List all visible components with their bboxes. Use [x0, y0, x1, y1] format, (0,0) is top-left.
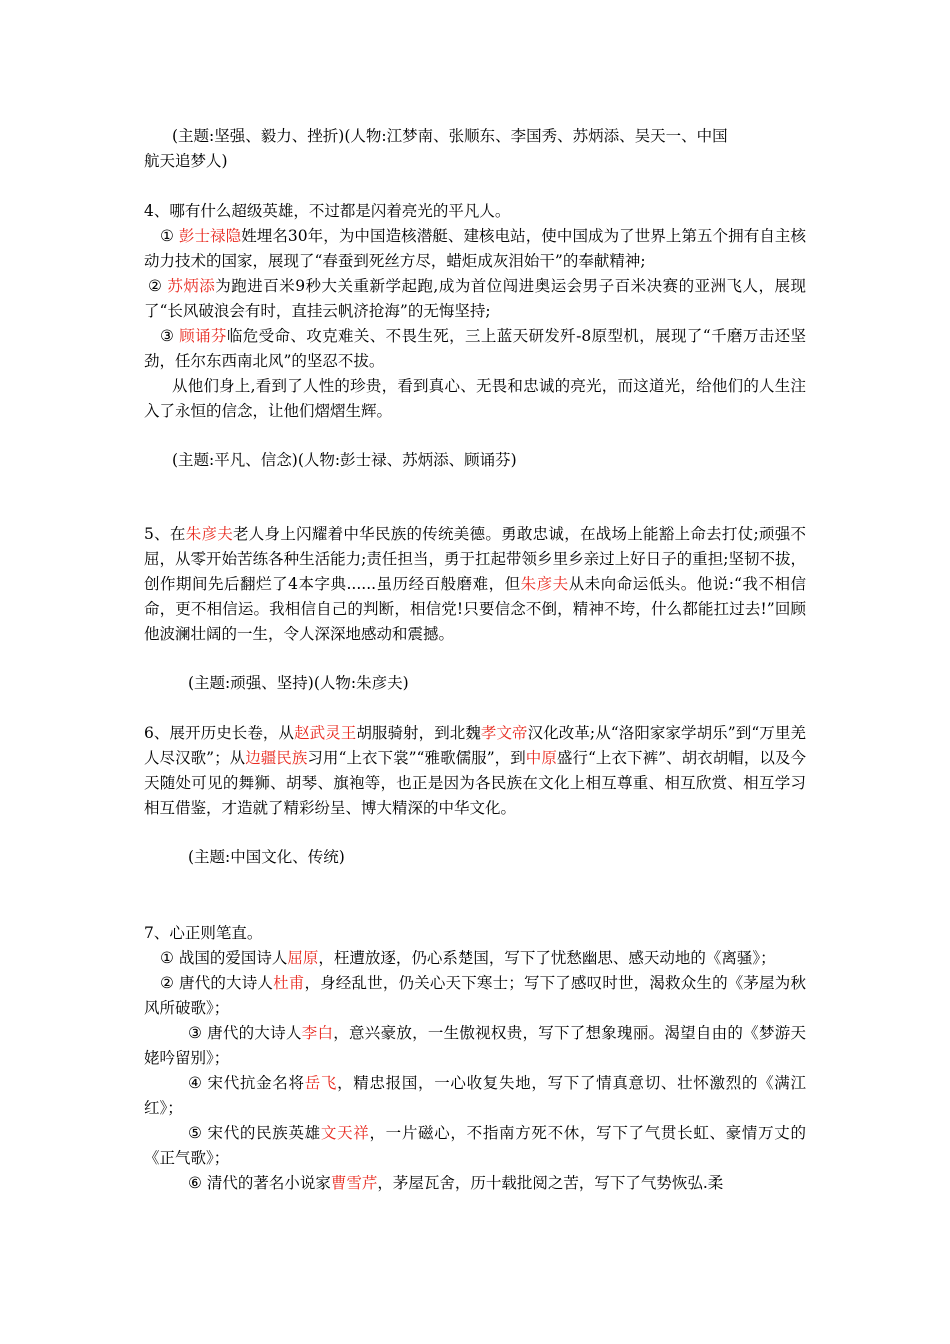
item-text: 为跑进百米9秒大关重新学起跑,成为首位闯进奥运会男子百米决赛的亚洲飞人，展现了“长风破浪会有时，直挂云帆济抢海”的无悔坚持; — [144, 277, 806, 320]
list-item — [144, 1171, 806, 1196]
person-name: 曹雪芹 — [330, 1174, 378, 1192]
item-number: ④ — [188, 1074, 202, 1092]
person-name: 彭士禄隐 — [178, 227, 242, 245]
item-number: ② — [148, 277, 162, 295]
text: 唐代的大诗人 — [207, 1024, 302, 1042]
list-item — [144, 324, 806, 374]
item-number: ⑤ — [188, 1124, 202, 1142]
text: ，身经乱世，仍关心天下寒士；写下了感叹时世，渴救众生的《茅屋为秋风所破歌》； — [144, 974, 806, 1017]
list-item — [144, 1121, 806, 1171]
text: 老人身上闪耀着中华民族的传统美德。勇敢忠诚，在战场上能豁上命去打仗;顽强不屈，从零开始苦练各种生活能力;责任担当，勇于扛起带领乡里乡亲过上好日子的重担;坚韧不拔，创作期间先后翻烂了4本字典......虽历经百般磨难，但 — [144, 525, 806, 593]
paragraph — [144, 522, 806, 647]
text: ，一片磁心，不指南方死不休，写下了气贯长虹、豪情万丈的《正气歌》； — [144, 1124, 806, 1167]
section6 — [144, 721, 806, 870]
list-item — [144, 1071, 806, 1121]
text: 胡服骑射，到北魏 — [356, 724, 481, 742]
text: 宋代的民族英雄 — [207, 1124, 321, 1142]
section7 — [144, 921, 806, 1196]
text: ，茅屋瓦舍，历十载批阅之苦，写下了气势恢弘.柔 — [377, 1174, 724, 1192]
item-number: ③ — [188, 1024, 202, 1042]
text: ，枉遭放逐，仍心系楚国，写下了忧愁幽思、感天动地的《离骚》； — [318, 949, 776, 967]
item-number: ⑥ — [188, 1174, 202, 1192]
text: 战国的爱国诗人 — [178, 949, 288, 967]
person-name: 李白 — [301, 1024, 334, 1042]
highlight: 赵武灵王 — [294, 724, 357, 742]
highlight: 中原 — [525, 749, 557, 767]
text: ，精忠报国，一心收复失地，写下了情真意切、壮怀激烈的《满江红》； — [144, 1074, 806, 1117]
section4 — [144, 199, 806, 473]
text: 盛行“上衣下裤”、胡衣胡帽，以及今天随处可见的舞狮、胡琴、旗袍等，也正是因为各民族在文化上相互尊重、相互欣赏、相互学习相互借鉴，才造就了精彩纷呈、博大精深的中华文化。 — [144, 749, 806, 817]
summary-line: (主题:坚强、毅力、挫折)(人物:江梦南、张顺东、李国秀、苏炳添、吴天一、中国 — [172, 127, 728, 145]
highlight: 孝文帝 — [480, 724, 528, 742]
text: 习用“上衣下裳”“雅歌儒服”，到 — [307, 749, 526, 767]
person-name: 屈原 — [287, 949, 319, 967]
text: 清代的著名小说家 — [206, 1174, 331, 1192]
item-text: 临危受命、攻克难关、不畏生死，三上蓝天研发歼-8原型机，展现了“千磨万击还坚劲，任尔东西南北风”的坚忍不拔。 — [144, 327, 806, 370]
item-number: ① — [160, 227, 174, 245]
person-name: 朱彦夫 — [185, 525, 234, 543]
list-item — [144, 274, 806, 324]
summary-line: 航天追梦人) — [144, 152, 228, 170]
text: 宋代抗金名将 — [207, 1074, 305, 1092]
text: 汉化改革;从“洛阳家家学胡乐”到“万里羌人尽汉歌”；从 — [144, 724, 806, 767]
item-number: ② — [160, 974, 174, 992]
item-number: ③ — [160, 327, 174, 345]
person-name: 杜甫 — [273, 974, 305, 992]
summary-line: (主题:平凡、信念)(人物:彭士禄、苏炳添、顾诵芬) — [172, 451, 517, 469]
person-name: 朱彦夫 — [520, 575, 569, 593]
list-item — [144, 946, 806, 971]
person-name: 顾诵芬 — [179, 327, 227, 345]
text: 从未向命运低头。他说:“我不相信命，更不相信运。我相信自己的判断，相信党!只要信念不倒，精神不垮，什么都能扛过去!”回顾他波澜壮阔的一生，令人深深地感动和震撼。 — [144, 575, 806, 643]
text: 6、展开历史长卷，从 — [144, 724, 295, 742]
text: 唐代的大诗人 — [179, 974, 274, 992]
text: ，意兴豪放，一生傲视权贵，写下了想象瑰丽。渴望自由的《梦游天姥吟留别》； — [144, 1024, 806, 1067]
item-number: ① — [160, 949, 174, 967]
highlight: 边疆民族 — [245, 749, 308, 767]
list-item — [144, 971, 806, 1021]
person-name: 文天祥 — [320, 1124, 370, 1142]
section3-summary — [144, 124, 806, 174]
text: 5、在 — [144, 525, 186, 543]
list-item — [144, 1021, 806, 1071]
section5 — [144, 522, 806, 696]
conclusion: 从他们身上,看到了人性的珍贵，看到真心、无畏和忠诚的亮光，而这道光，给他们的人生注入了永恒的信念，让他们熠熠生辉。 — [144, 377, 806, 420]
section-title: 7、心正则笔直。 — [144, 924, 263, 942]
person-name: 岳飞 — [304, 1074, 338, 1092]
item-text: 姓埋名30年，为中国造核潜艇、建核电站，使中国成为了世界上第五个拥有自主核动力技术的国家，展现了“春蚕到死丝方尽，蜡炬成灰泪始干”的奉献精神; — [144, 227, 806, 270]
summary-line: (主题:中国文化、传统) — [188, 848, 345, 866]
list-item — [144, 224, 806, 274]
paragraph — [144, 721, 806, 821]
summary-line: (主题:顽强、坚持)(人物:朱彦夫) — [188, 674, 409, 692]
section-title: 4、哪有什么超级英雄，不过都是闪着亮光的平凡人。 — [144, 202, 511, 220]
person-name: 苏炳添 — [167, 277, 216, 295]
